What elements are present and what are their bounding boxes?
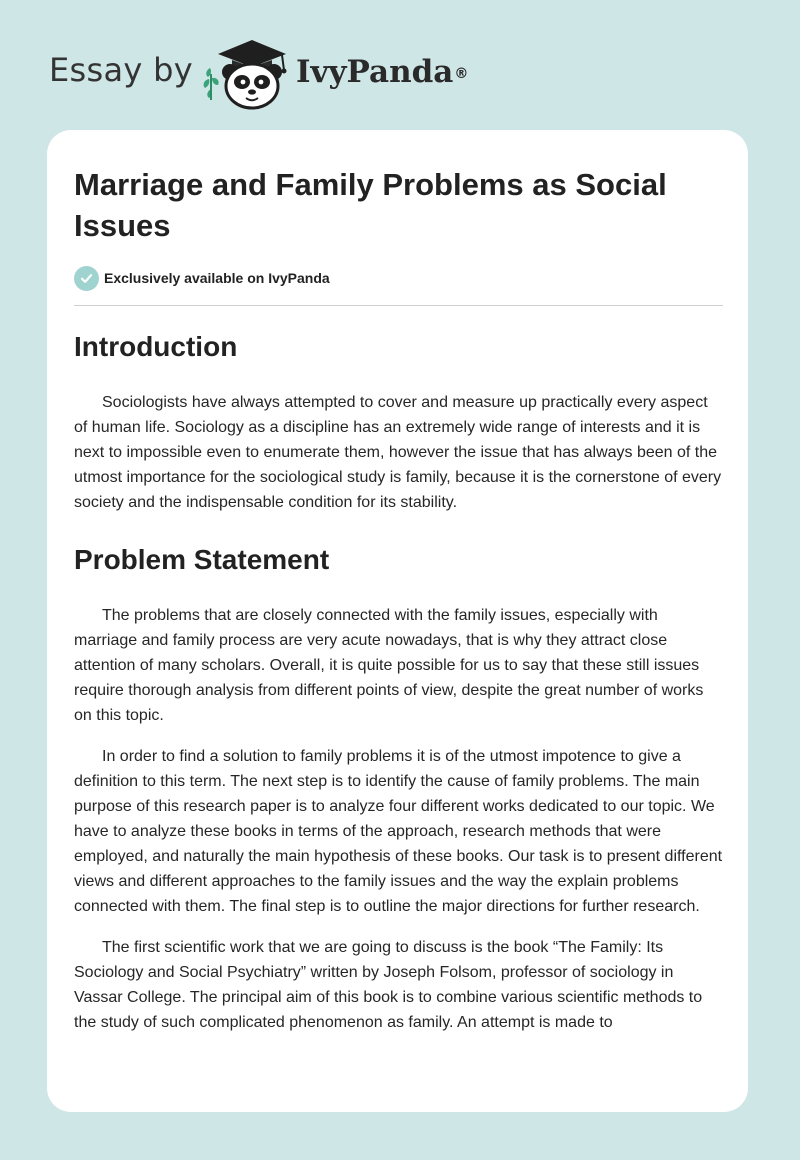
site-header [0,0,800,130]
section-heading-problem-statement: Problem Statement [74,544,330,575]
ivypanda-logo-icon[interactable] [200,34,296,110]
paragraph: The first scientific work that we are going to discuss is the book “The Family: Its Sociology and Social Psychiatry” written by Joseph Folsom, professor of sociology in Vassar College. The principal aim of this book is to combine various scientific methods to the study of such complicated phenomenon as family. An attempt is made to [74,939,703,1031]
paragraph: In order to find a solution to family problems it is of the utmost impotence to give a definition to this term. The next step is to identify the cause of family problems. The main purpose of this research paper is to analyze four different works dedicated to our topic. We have to analyze these books in terms of the approach, research methods that were employed, and naturally the main hypothesis of these books. Our task is to present different views and different approaches to the family issues and the way the explain problems connected with them. The final step is to outline the major directions for further research. [74,748,723,915]
paragraph: Sociologists have always attempted to cover and measure up practically every aspect of human life. Sociology as a discipline has an extremely wide range of interests and it is next to impossible even to enumerate them, however the issue that has always been of the utmost importance for the sociological study is family, because it is the cornerstone of every society and the indispensable condition for its stability. [74,394,722,511]
page-title: Marriage and Family Problems as Social Issues [74,167,667,243]
brand-name[interactable]: IvyPanda® [296,54,469,90]
essay-card [47,130,748,1112]
divider [74,305,723,306]
exclusive-label: Exclusively available on IvyPanda [104,270,330,286]
check-icon [74,266,99,291]
exclusive-badge [74,265,723,291]
section-heading-introduction: Introduction [74,331,238,362]
essay-by-label: Essay by [49,51,193,89]
registered-mark: ® [454,66,469,82]
paragraph: The problems that are closely connected with the family issues, especially with marriage and family process are very acute nowadays, that is why they attract close attention of many scholars. Overall, it is quite possible for us to say that these still issues require thorough analysis from different points of view, despite the great number of works on this topic. [74,607,704,724]
essay-content [74,164,723,1035]
